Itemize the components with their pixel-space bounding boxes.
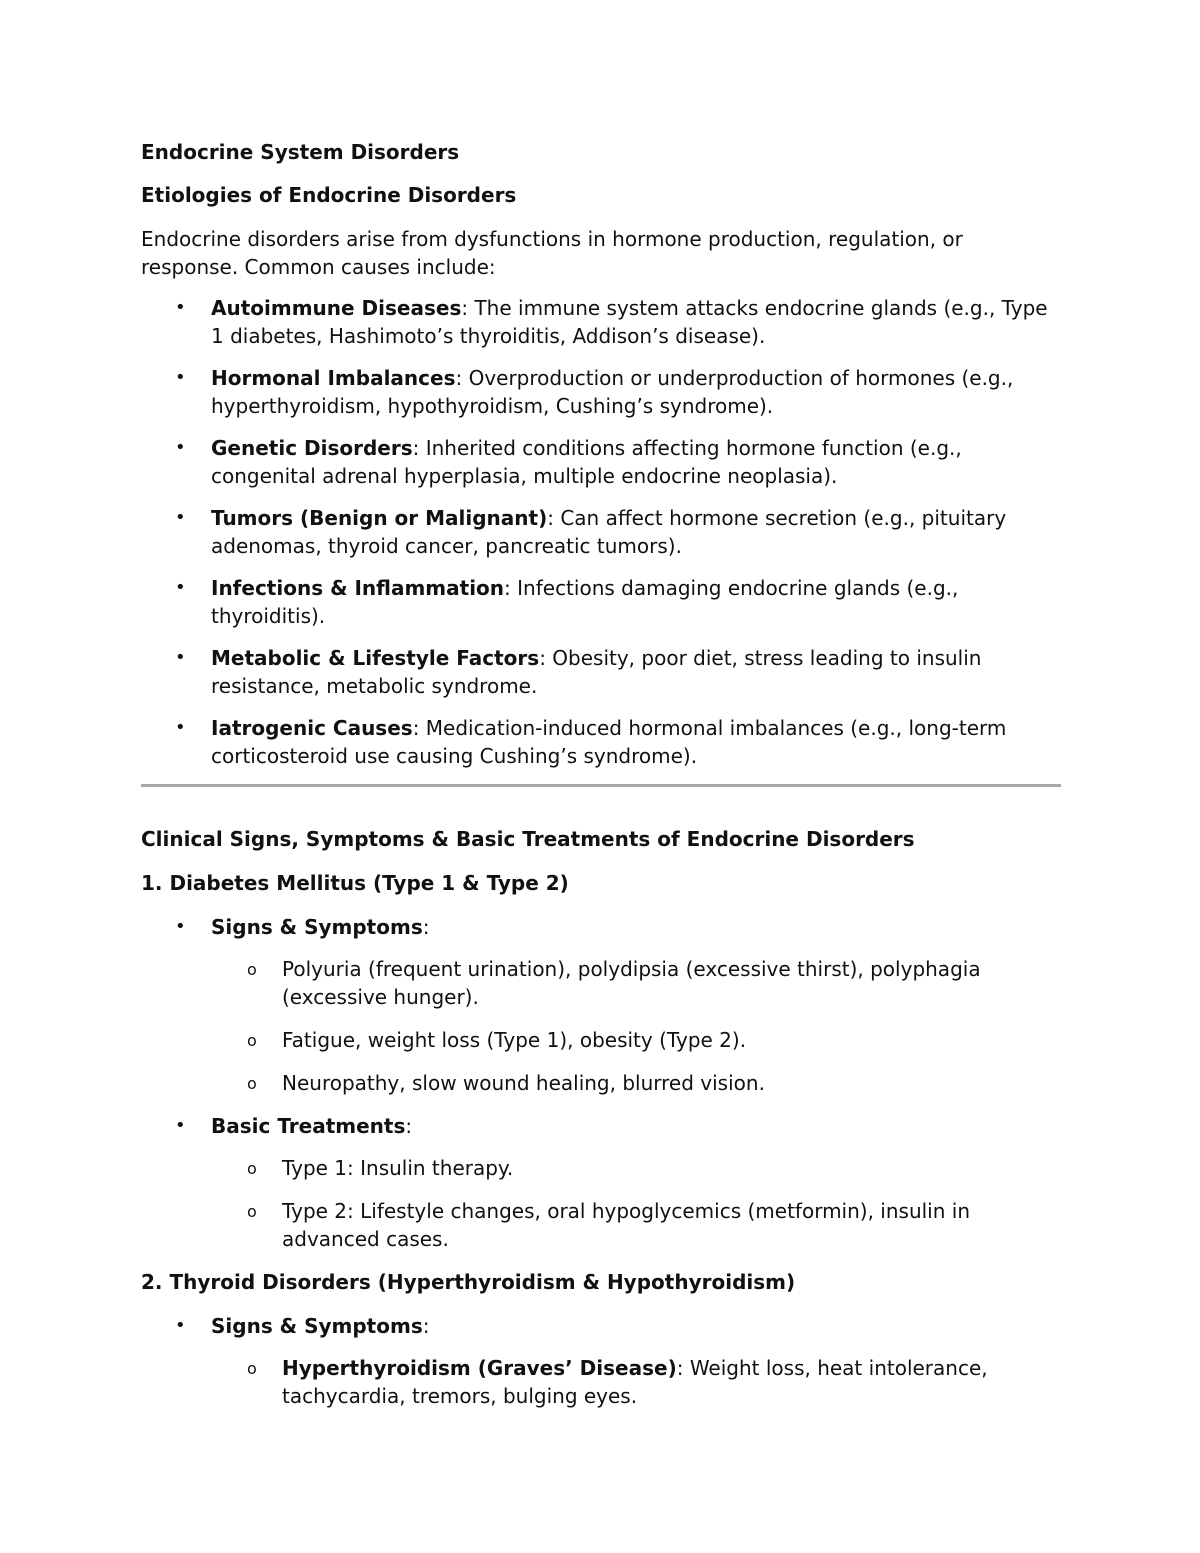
circle-bullet-icon: o [247,1031,257,1050]
sub-item-text: Polyuria (frequent urination), polydipsia (excessive thirst), polyphagia (excessive hunger). [282,957,981,1009]
item-text: : Can affect hormone secretion (e.g., pituitary adenomas, thyroid cancer, pancreatic tumors). [211,506,1007,558]
sub-item-text: Fatigue, weight loss (Type 1), obesity (Type 2). [282,1028,747,1052]
colon: : [422,915,430,939]
document-title: Endocrine System Disorders [141,140,460,164]
etiologies-intro: Endocrine disorders arise from dysfunctions in hormone production, regulation, or response. Common causes include: [141,227,963,279]
item-text: : Overproduction or underproduction of hormones (e.g., hyperthyroidism, hypothyroidism, Cushing’s syndrome). [211,366,1014,418]
circle-bullet-icon: o [247,1074,257,1093]
list-item [141,504,1061,560]
list-item [141,913,1061,1097]
bullet-icon: • [175,437,186,458]
bullet-icon: • [175,1315,186,1336]
colon: : [405,1114,413,1138]
bullet-icon: • [175,367,186,388]
circle-bullet-icon: o [247,960,257,979]
item-text: : Infections damaging endocrine glands (e.g., thyroiditis). [211,576,959,628]
bullet-icon: • [175,916,186,937]
sub-list-item [141,1069,1061,1097]
treatments-sublist [211,1154,1061,1253]
etiologies-heading: Etiologies of Endocrine Disorders [141,183,517,207]
list-item [141,1112,1061,1253]
diabetes-heading: 1. Diabetes Mellitus (Type 1 & Type 2) [141,871,569,895]
etiologies-list [141,294,1061,770]
sub-item-text: : Weight loss, heat intolerance, tachycardia, tremors, bulging eyes. [282,1356,988,1408]
section-divider [141,784,1061,787]
bullet-icon: • [175,647,186,668]
item-term: Iatrogenic Causes [211,716,413,740]
item-term: Genetic Disorders [211,436,413,460]
circle-bullet-icon: o [247,1202,257,1221]
signs-sublist [211,955,1061,1097]
signs-label: Signs & Symptoms [211,915,423,939]
item-text: : Inherited conditions affecting hormone function (e.g., congenital adrenal hyperplasia, multiple endocrine neoplasia). [211,436,962,488]
sub-item-text: Neuropathy, slow wound healing, blurred vision. [282,1071,765,1095]
item-text: : The immune system attacks endocrine glands (e.g., Type 1 diabetes, Hashimoto’s thyroiditis, Addison’s disease). [211,296,1048,348]
sub-list-item [141,955,1061,1011]
sub-list-item [141,1154,1061,1182]
item-text: : Medication-induced hormonal imbalances (e.g., long-term corticosteroid use causing Cushing’s syndrome). [211,716,1007,768]
item-term: Autoimmune Diseases [211,296,462,320]
item-term: Tumors (Benign or Malignant) [211,506,548,530]
list-item [141,714,1061,770]
sub-list-item [141,1197,1061,1253]
item-term: Metabolic & Lifestyle Factors [211,646,540,670]
list-item [141,434,1061,490]
item-term: Infections & Inflammation [211,576,505,600]
sub-list-item [141,1026,1061,1054]
circle-bullet-icon: o [247,1359,257,1378]
thyroid-signs-sublist [211,1354,1061,1410]
list-item [141,1312,1061,1410]
thyroid-heading: 2. Thyroid Disorders (Hyperthyroidism & Hypothyroidism) [141,1270,796,1294]
list-item [141,644,1061,700]
signs-label: Signs & Symptoms [211,1314,423,1338]
item-text: : Obesity, poor diet, stress leading to insulin resistance, metabolic syndrome. [211,646,982,698]
bullet-icon: • [175,577,186,598]
sub-item-text: Type 1: Insulin therapy. [282,1156,514,1180]
diabetes-list [141,913,1061,1253]
bullet-icon: • [175,297,186,318]
colon: : [422,1314,430,1338]
sub-list-item [141,1354,1061,1410]
bullet-icon: • [175,1115,186,1136]
bullet-icon: • [175,507,186,528]
bullet-icon: • [175,717,186,738]
list-item [141,574,1061,630]
circle-bullet-icon: o [247,1159,257,1178]
thyroid-list [141,1312,1061,1410]
sub-item-term: Hyperthyroidism (Graves’ Disease) [282,1356,677,1380]
item-term: Hormonal Imbalances [211,366,456,390]
document-page [141,138,1061,1425]
treatments-label: Basic Treatments [211,1114,406,1138]
clinical-heading: Clinical Signs, Symptoms & Basic Treatments of Endocrine Disorders [141,827,915,851]
list-item [141,364,1061,420]
list-item [141,294,1061,350]
sub-item-text: Type 2: Lifestyle changes, oral hypoglycemics (metformin), insulin in advanced cases. [282,1199,971,1251]
